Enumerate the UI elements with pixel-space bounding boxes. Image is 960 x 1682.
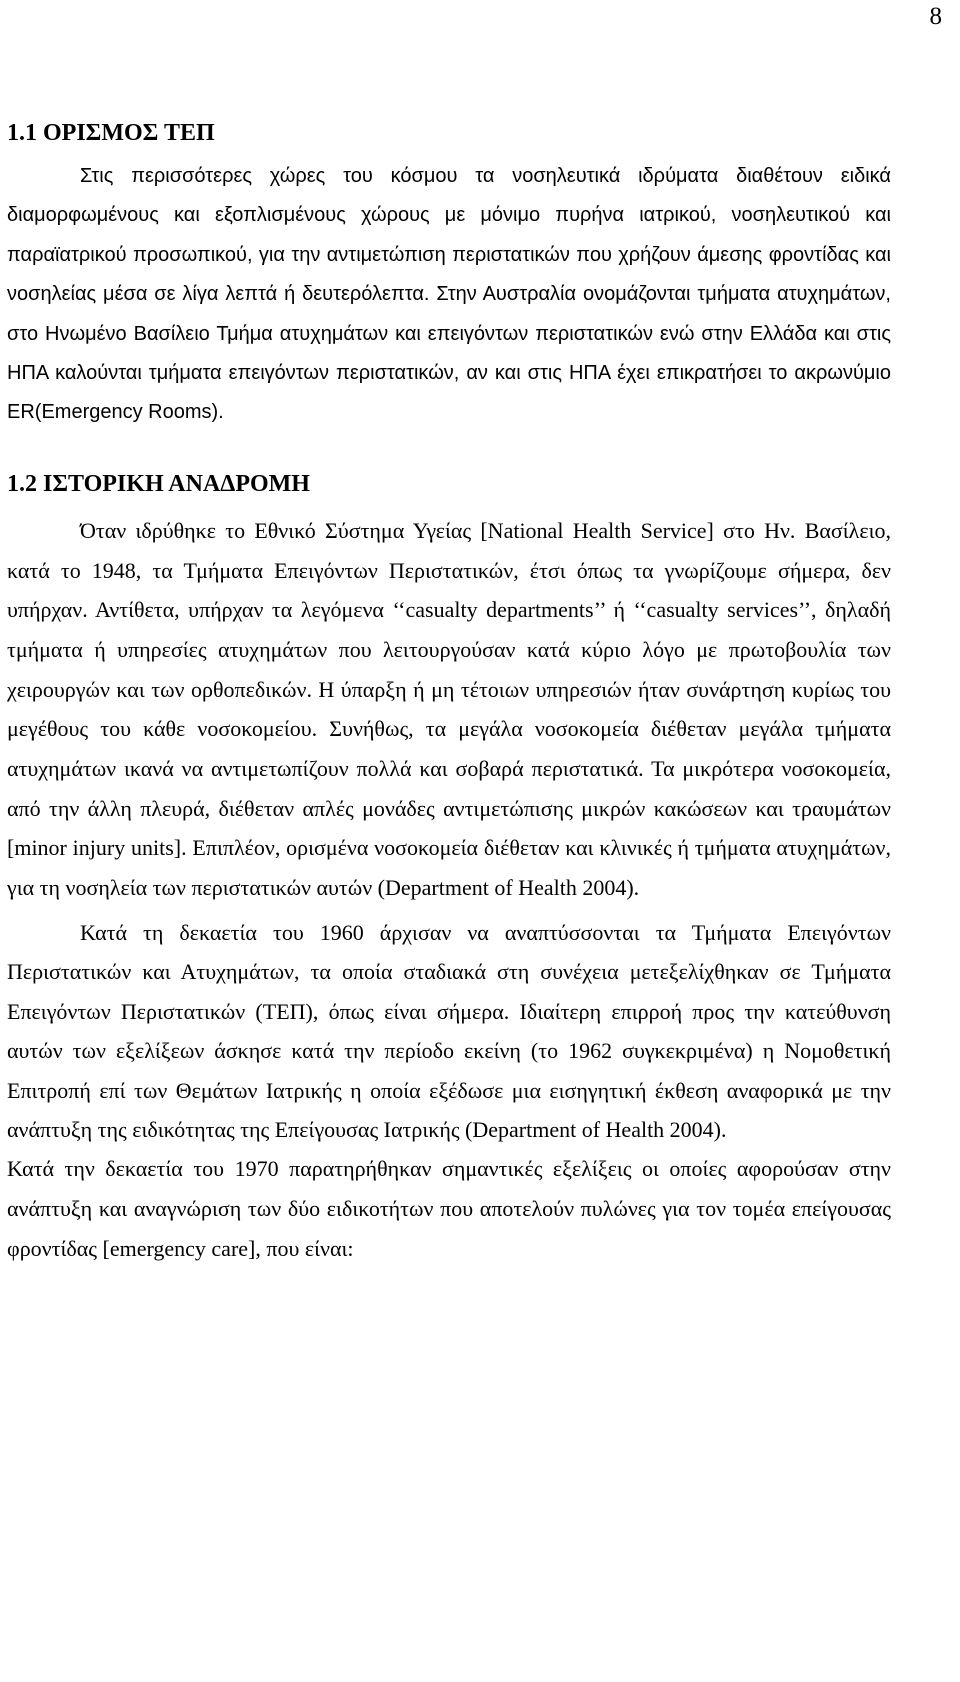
document-body [7, 116, 891, 1268]
definition-paragraph: Στις περισσότερες χώρες του κόσμου τα νοσηλευτικά ιδρύματα διαθέτουν ειδικά διαμορφωμένους και εξοπλισμένους χώρους με μόνιμο πυρήνα ιατρικού, νοσηλευτικού και παραϊατρικού προσωπικού, για την αντιμετώπιση περιστατικών που χρήζουν άμεσης φροντίδας και νοσηλείας μέσα σε λίγα λεπτά ή δευτερόλεπτα. Στην Αυστραλία ονομάζονται τμήματα ατυχημάτων, στο Ηνωμένο Βασίλειο Τμήμα ατυχημάτων και επειγόντων περιστατικών ενώ στην Ελλάδα και στις ΗΠΑ καλούνται τμήματα επειγόντων περιστατικών, αν και στις ΗΠΑ έχει επικρατήσει το ακρωνύμιο ER(Emergency Rooms). [7, 165, 891, 424]
history-paragraph-2: Κατά τη δεκαετία του 1960 άρχισαν να αναπτύσσονται τα Τμήματα Επειγόντων Περιστατικών και Ατυχημάτων, τα οποία σταδιακά στη συνέχεια μετεξελίχθηκαν σε Τμήματα Επειγόντων Περιστατικών (ΤΕΠ), όπως είναι σήμερα. Ιδιαίτερη επιρροή προς την κατεύθυνση αυτών των εξελίξεων άσκησε κατά την περίοδο εκείνη (το 1962 συγκεκριμένα) η Νομοθετική Επιτροπή επί των Θεμάτων Ιατρικής η οποία εξέδωσε μια εισηγητική έκθεση αναφορικά με την ανάπτυξη της ειδικότητας της Επείγουσας Ιατρικής (Department of Health 2004). [7, 919, 891, 1142]
history-paragraph-1: Όταν ιδρύθηκε το Εθνικό Σύστημα Υγείας [National Health Service] στο Ην. Βασίλειο, κατά το 1948, τα Τμήματα Επειγόντων Περιστατικών, έτσι όπως τα γνωρίζουμε σήμερα, δεν υπήρχαν. Αντίθετα, υπήρχαν τα λεγόμενα ‘‘casualty departments’’ ή ‘‘casualty services’’, δηλαδή τμήματα ή υπηρεσίες ατυχημάτων που λειτουργούσαν κατά κύριο λόγο με πρωτοβουλία των χειρουργών και των ορθοπεδικών. Η ύπαρξη ή μη τέτοιων υπηρεσιών ήταν συνάρτηση κυρίως του μεγέθους του κάθε νοσοκομείου. Συνήθως, τα μεγάλα νοσοκομεία διέθεταν μεγάλα τμήματα ατυχημάτων ικανά να αντιμετωπίζουν πολλά και σοβαρά περιστατικά. Τα μικρότερα νοσοκομεία, από την άλλη πλευρά, διέθεταν απλές μονάδες αντιμετώπισης μικρών κακώσεων και τραυμάτων [minor injury units]. Επιπλέον, ορισμένα νοσοκομεία διέθεταν και κλινικές ή τμήματα ατυχημάτων, για τη νοσηλεία των περιστατικών αυτών (Department of Health 2004). [7, 517, 891, 901]
section-heading-history: 1.2 ΙΣΤΟΡΙΚΗ ΑΝΑΔΡΟΜΗ [7, 470, 310, 497]
history-paragraph-3: Κατά την δεκαετία του 1970 παρατηρήθηκαν σημαντικές εξελίξεις οι οποίες αφορούσαν στην ανάπτυξη και αναγνώριση των δύο ειδικοτήτων που αποτελούν πυλώνες για τον τομέα επείγουσας φροντίδας [emergency care], που είναι: [7, 1156, 891, 1261]
page-number: 8 [929, 3, 942, 30]
section-heading-definition: 1.1 ΟΡΙΣΜΟΣ ΤΕΠ [7, 120, 215, 146]
